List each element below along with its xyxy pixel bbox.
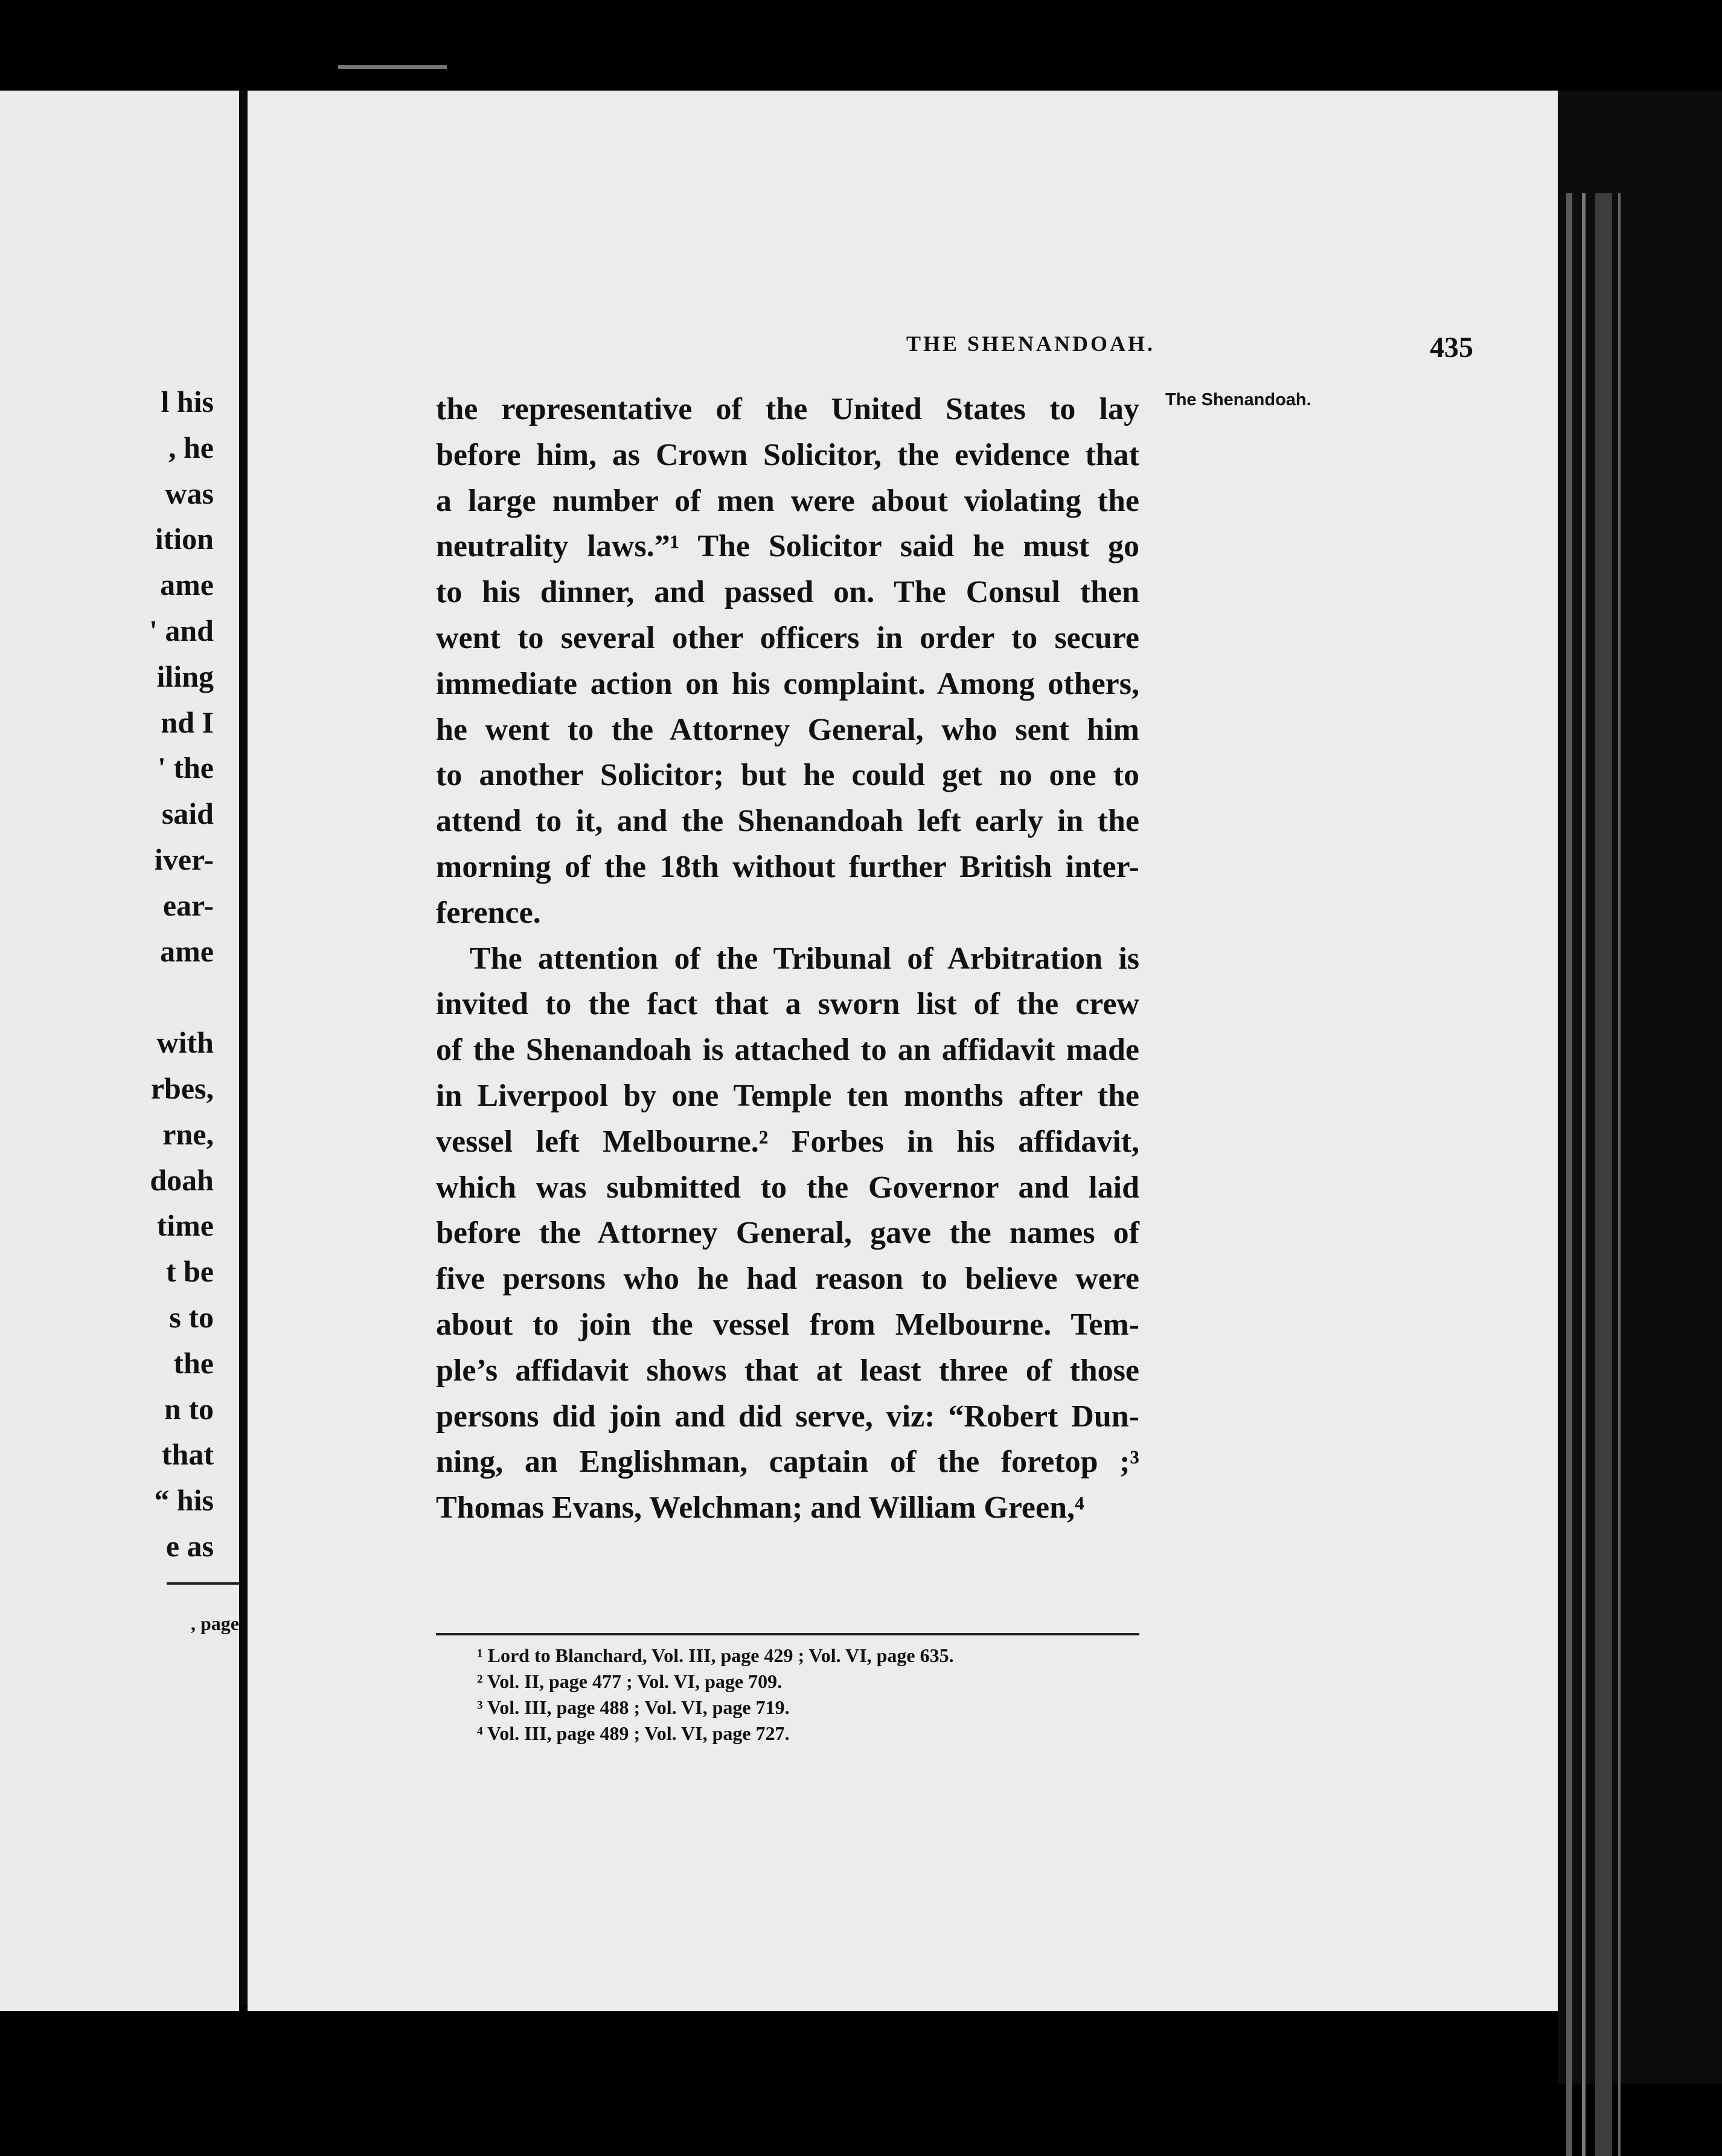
page-edge-stripe <box>1618 193 1621 2156</box>
left-page-line: time <box>156 1208 214 1243</box>
gutter-shadow <box>239 91 248 2005</box>
footnote-rule <box>436 1633 1139 1635</box>
left-footnote-rule <box>167 1582 239 1585</box>
left-page-line: was <box>165 476 214 510</box>
page-edge-stripe <box>1582 193 1586 2156</box>
text-line: five persons who he had reason to believe were <box>436 1262 1139 1297</box>
text-line: he went to the Attorney General, who sent him <box>436 712 1139 747</box>
text-line: Thomas Evans, Welchman; and William Green,⁴ <box>436 1490 1084 1526</box>
left-page-line: ' and <box>149 613 214 647</box>
left-page-line: e as <box>165 1529 214 1563</box>
text-line: attend to it, and the Shenandoah left early in the <box>436 804 1139 839</box>
left-page-line: the <box>173 1346 214 1380</box>
left-page-text <box>149 379 214 1570</box>
text-line: invited to the fact that a sworn list of the crew <box>436 987 1139 1022</box>
left-page-line: ame <box>160 934 214 968</box>
page-edges <box>1558 91 1722 2084</box>
left-page-line: with <box>156 1025 214 1060</box>
left-page-line: ition <box>155 522 214 556</box>
footnote: ² Vol. II, page 477 ; Vol. VI, page 709. <box>477 1670 783 1692</box>
text-line: before him, as Crown Solicitor, the evidence that <box>436 437 1139 472</box>
left-page-line <box>149 974 214 1020</box>
text-line: about to join the vessel from Melbourne. Tem- <box>436 1307 1139 1342</box>
text-line: the representative of the United States to lay <box>436 392 1139 426</box>
text-line: immediate action on his complaint. Among others, <box>436 666 1139 701</box>
body-text <box>436 387 1139 1531</box>
left-page-line: rbes, <box>150 1071 214 1105</box>
left-page-line: iver- <box>154 842 214 876</box>
footnote: ¹ Lord to Blanchard, Vol. III, page 429 ; Vol. VI, page 635. <box>477 1644 954 1666</box>
text-line: in Liverpool by one Temple ten months after the <box>436 1078 1139 1113</box>
page-edge-stripe <box>1566 193 1572 2156</box>
left-page-fragment <box>0 91 239 2011</box>
left-page-line: n to <box>164 1391 214 1426</box>
text-line: of the Shenandoah is attached to an affidavit made <box>436 1033 1139 1068</box>
text-line: which was submitted to the Governor and laid <box>436 1170 1139 1205</box>
footnotes <box>477 1643 954 1747</box>
left-page-line: , he <box>168 430 214 464</box>
running-title: THE SHENANDOAH. <box>906 332 1156 356</box>
left-page-line: ' the <box>157 751 214 785</box>
left-page-line: doah <box>150 1163 214 1197</box>
left-page-line: rne, <box>162 1117 214 1151</box>
left-page-line: l his <box>161 385 214 419</box>
text-line: ple’s affidavit shows that at least three of those <box>436 1353 1139 1388</box>
text-line: to his dinner, and passed on. The Consul then <box>436 575 1139 610</box>
left-page-line: ame <box>160 568 214 602</box>
left-footnote-fragment: , page <box>191 1612 239 1634</box>
text-line: persons did join and did serve, viz: “Robert Dun- <box>436 1399 1139 1434</box>
page-number: 435 <box>1430 332 1473 364</box>
text-line: a large number of men were about violating the <box>436 483 1139 518</box>
book-page <box>248 91 1558 2011</box>
left-page-line: “ his <box>154 1483 214 1518</box>
text-line: vessel left Melbourne.² Forbes in his affidavit, <box>436 1124 1139 1159</box>
left-page-line: that <box>161 1437 214 1472</box>
text-line: ference. <box>436 895 541 930</box>
footnote: ³ Vol. III, page 488 ; Vol. VI, page 719. <box>477 1696 790 1718</box>
text-line: to another Solicitor; but he could get no one to <box>436 758 1139 793</box>
left-page-line: t be <box>165 1254 214 1289</box>
marginal-note: The Shenandoah. <box>1165 390 1311 409</box>
left-page-line: ear- <box>162 888 214 922</box>
text-line: ning, an Englishman, captain of the foretop ;³ <box>436 1445 1139 1480</box>
page-edge-stripe <box>1595 193 1612 2156</box>
left-page-line: nd I <box>161 705 214 739</box>
left-page-line: iling <box>156 659 214 693</box>
text-line: neutrality laws.”¹ The Solicitor said he must go <box>436 529 1139 564</box>
scan-smudge <box>338 65 447 69</box>
left-page-line: said <box>161 797 214 831</box>
text-line: The attention of the Tribunal of Arbitration is <box>470 941 1139 976</box>
text-line: went to several other officers in order to secure <box>436 620 1139 655</box>
left-page-line: s to <box>169 1300 214 1334</box>
text-line: before the Attorney General, gave the names of <box>436 1216 1139 1251</box>
footnote: ⁴ Vol. III, page 489 ; Vol. VI, page 727. <box>477 1722 790 1744</box>
text-line: morning of the 18th without further British inter- <box>436 849 1139 884</box>
